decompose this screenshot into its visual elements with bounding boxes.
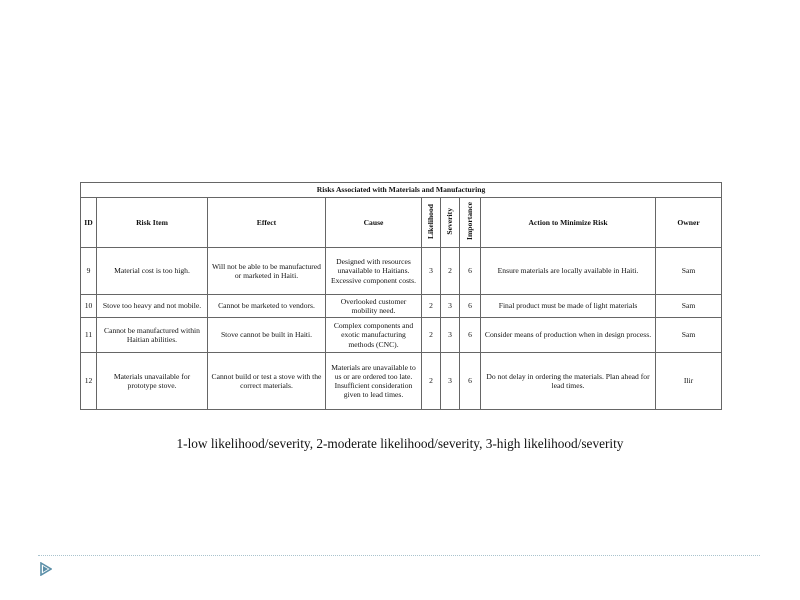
- cell-id: 10: [81, 295, 97, 318]
- cell-id: 11: [81, 318, 97, 353]
- cell-action: Do not delay in ordering the materials. Plan ahead for lead times.: [481, 353, 656, 410]
- cell-cause: Complex components and exotic manufacturing methods (CNC).: [326, 318, 422, 353]
- header-id: ID: [81, 198, 97, 248]
- cell-likelihood: 2: [422, 353, 441, 410]
- table-row: [81, 353, 722, 410]
- header-owner: Owner: [656, 198, 722, 248]
- cell-cause: Materials are unavailable to us or are ordered too late. Insufficient consideration given to lead times.: [326, 353, 422, 410]
- cell-risk-item: Stove too heavy and not mobile.: [97, 295, 208, 318]
- cell-owner: Sam: [656, 295, 722, 318]
- cell-risk-item: Cannot be manufactured within Haitian abilities.: [97, 318, 208, 353]
- table-title: Risks Associated with Materials and Manufacturing: [81, 183, 722, 198]
- cell-effect: Will not be able to be manufactured or marketed in Haiti.: [208, 248, 326, 295]
- cell-likelihood: 3: [422, 248, 441, 295]
- cell-effect: Cannot be marketed to vendors.: [208, 295, 326, 318]
- table-row: [81, 318, 722, 353]
- triangle-right-icon[interactable]: [40, 562, 52, 576]
- header-importance-cell: [460, 198, 481, 248]
- header-action: Action to Minimize Risk: [481, 198, 656, 248]
- cell-severity: 3: [441, 318, 460, 353]
- cell-action: Consider means of production when in design process.: [481, 318, 656, 353]
- cell-effect: Stove cannot be built in Haiti.: [208, 318, 326, 353]
- cell-importance: 6: [460, 318, 481, 353]
- table-title-row: [81, 183, 722, 198]
- cell-importance: 6: [460, 295, 481, 318]
- header-severity: Severity: [445, 208, 455, 235]
- header-severity-cell: [441, 198, 460, 248]
- cell-likelihood: 2: [422, 318, 441, 353]
- cell-owner: Sam: [656, 318, 722, 353]
- risk-table: [80, 182, 722, 410]
- cell-severity: 2: [441, 248, 460, 295]
- cell-action: Ensure materials are locally available in Haiti.: [481, 248, 656, 295]
- table-row: [81, 295, 722, 318]
- cell-action: Final product must be made of light materials: [481, 295, 656, 318]
- cell-risk-item: Material cost is too high.: [97, 248, 208, 295]
- severity-legend: 1-low likelihood/severity, 2-moderate likelihood/severity, 3-high likelihood/severity: [176, 436, 624, 451]
- header-likelihood-cell: [422, 198, 441, 248]
- cell-importance: 6: [460, 353, 481, 410]
- cell-owner: Sam: [656, 248, 722, 295]
- cell-id: 12: [81, 353, 97, 410]
- table-header-row: [81, 198, 722, 248]
- header-importance: Importance: [465, 202, 475, 241]
- cell-importance: 6: [460, 248, 481, 295]
- header-risk-item: Risk Item: [97, 198, 208, 248]
- cell-owner: Ilir: [656, 353, 722, 410]
- cell-likelihood: 2: [422, 295, 441, 318]
- cell-risk-item: Materials unavailable for prototype stove.: [97, 353, 208, 410]
- header-effect: Effect: [208, 198, 326, 248]
- cell-id: 9: [81, 248, 97, 295]
- cell-effect: Cannot build or test a stove with the correct materials.: [208, 353, 326, 410]
- cell-cause: Designed with resources unavailable to Haitians. Excessive component costs.: [326, 248, 422, 295]
- table-row: [81, 248, 722, 295]
- header-cause: Cause: [326, 198, 422, 248]
- header-likelihood: Likelihood: [426, 203, 436, 239]
- slide-divider: [38, 555, 760, 556]
- cell-cause: Overlooked customer mobility need.: [326, 295, 422, 318]
- cell-severity: 3: [441, 295, 460, 318]
- cell-severity: 3: [441, 353, 460, 410]
